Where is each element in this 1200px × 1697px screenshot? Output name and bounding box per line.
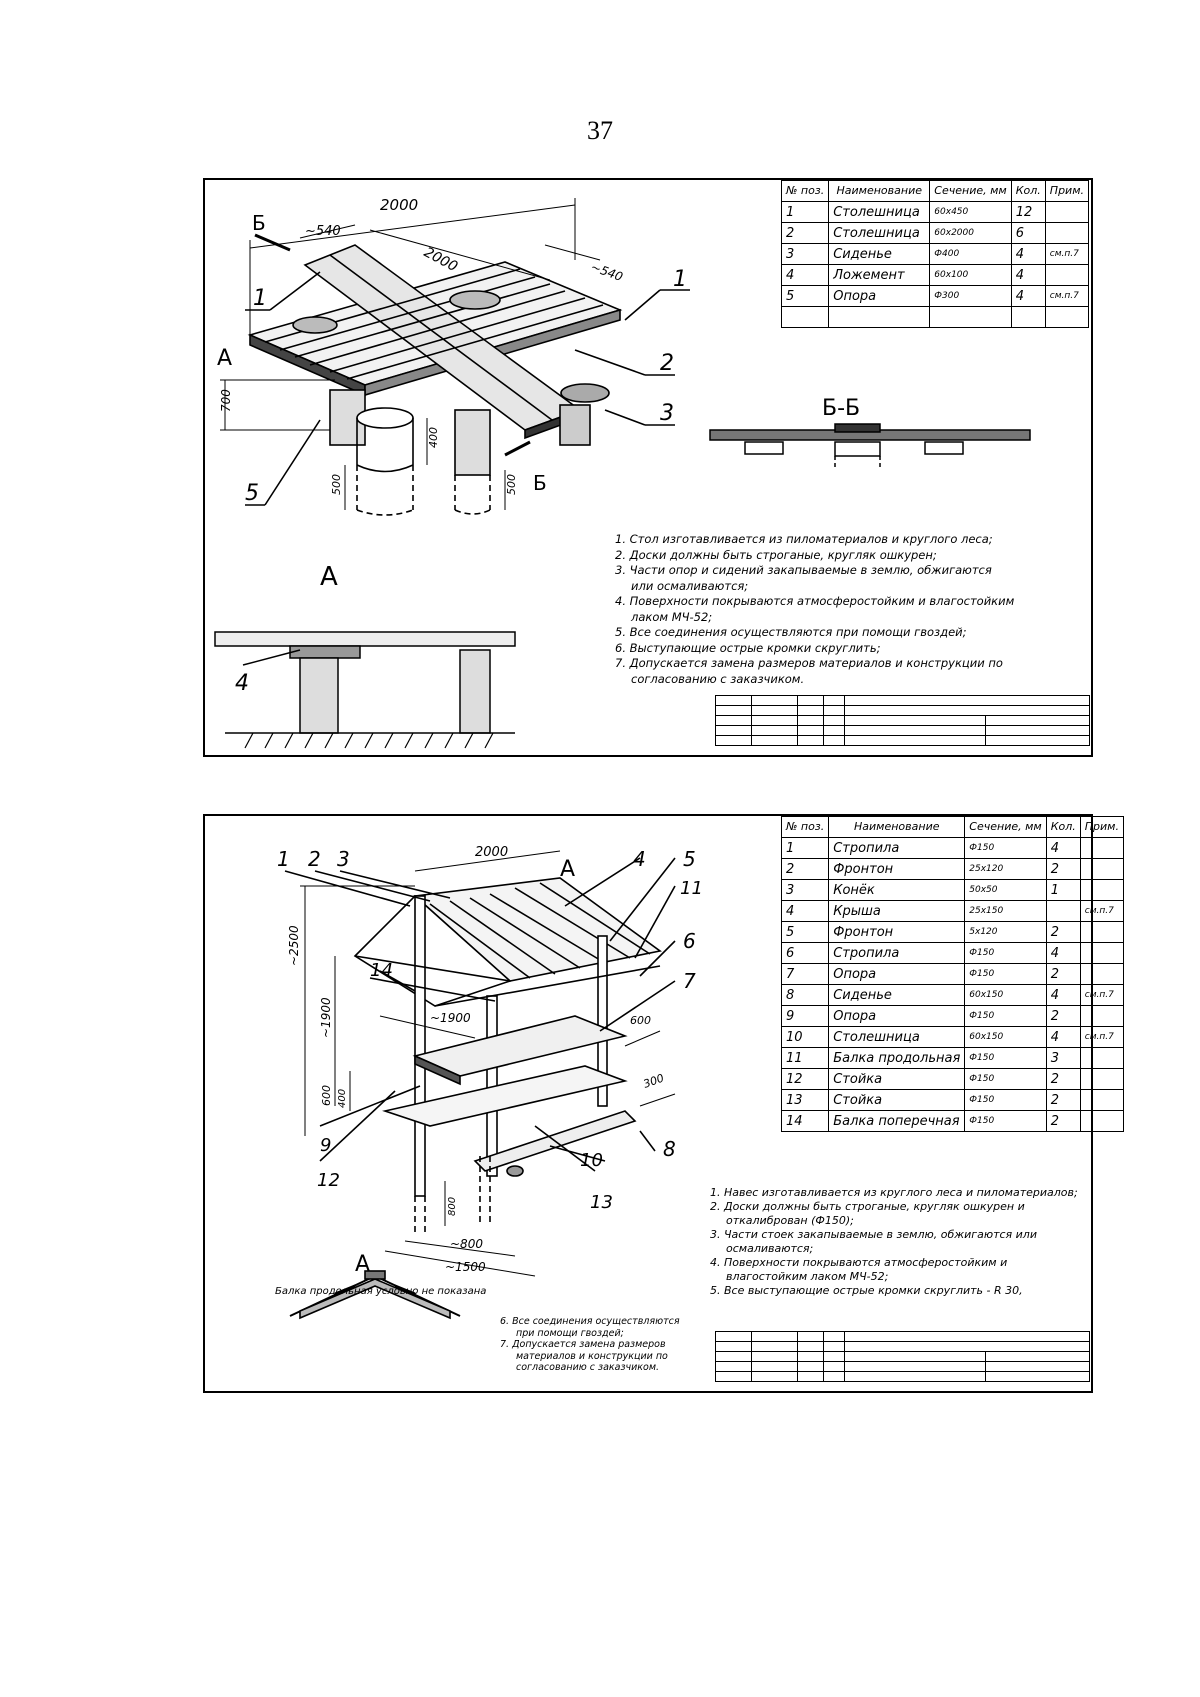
cell (829, 307, 930, 328)
cell: Сиденье (829, 244, 930, 265)
callout-7: 7 (683, 969, 696, 993)
dim-1900-b: ~1900 (430, 1011, 471, 1025)
cell (1080, 922, 1123, 943)
callout-1a: 1 (253, 286, 267, 311)
cell: 60х450 (930, 202, 1011, 223)
table-row (782, 286, 1089, 307)
col-header-name: Наименование (829, 817, 965, 838)
table-row (782, 202, 1089, 223)
cell: 6 (1011, 223, 1045, 244)
cell: 12 (782, 1069, 829, 1090)
table-row (782, 964, 1124, 985)
callout-section-b1: Б (252, 211, 266, 235)
cell: см.п.7 (1080, 901, 1123, 922)
cell: 7 (782, 964, 829, 985)
dim-2000-b: 2000 (421, 244, 461, 276)
drawing-sheet-table (203, 178, 1093, 757)
dim-500-a: 500 (330, 474, 343, 495)
cell: Балка продольная (829, 1048, 965, 1069)
drawing-sheet-canopy (203, 814, 1119, 1393)
dim-400: 400 (337, 1088, 348, 1108)
cell: 11 (782, 1048, 829, 1069)
view-a-label: А (355, 1252, 371, 1277)
cell (1080, 880, 1123, 901)
cell (1080, 838, 1123, 859)
dim-2500: ~2500 (287, 925, 301, 966)
cell: см.п.7 (1045, 244, 1088, 265)
cell: Ф150 (965, 838, 1046, 859)
cell: см.п.7 (1045, 286, 1088, 307)
cell: 5х120 (965, 922, 1046, 943)
callout-4: 4 (633, 847, 646, 871)
title-block (715, 1331, 1090, 1382)
callout-1b: 1 (673, 267, 687, 292)
dim-2000-a: 2000 (380, 196, 419, 214)
cell: 2 (782, 859, 829, 880)
table-row (782, 1069, 1124, 1090)
col-header-note: Прим. (1080, 817, 1123, 838)
callout-12: 12 (317, 1170, 340, 1191)
table-row (782, 1111, 1124, 1132)
cell: Ф150 (965, 1069, 1046, 1090)
cell: 4 (1046, 838, 1080, 859)
cell: 4 (1011, 265, 1045, 286)
cell: Столешница (829, 1027, 965, 1048)
dim-2000: 2000 (475, 845, 509, 860)
note-item: 4. Поверхности покрываются атмосферостойким и влагостойким лаком МЧ-52; (615, 594, 1015, 624)
cell: Столешница (829, 223, 930, 244)
cell: 3 (1046, 1048, 1080, 1069)
callout-8: 8 (663, 1137, 676, 1161)
dim-1500: ~1500 (445, 1260, 486, 1274)
cell: Стропила (829, 838, 965, 859)
callout-section-b2: Б (533, 471, 547, 495)
cell: Ф150 (965, 1048, 1046, 1069)
note-item: 1. Стол изготавливается из пиломатериалов и круглого леса; (615, 532, 993, 546)
callout-5: 5 (683, 847, 696, 871)
cell (1080, 859, 1123, 880)
table-row (782, 1006, 1124, 1027)
cell (930, 307, 1011, 328)
note-item: 1. Навес изготавливается из круглого леса и пиломатериалов; (710, 1186, 1078, 1199)
callout-13: 13 (590, 1192, 613, 1213)
cell (1080, 1069, 1123, 1090)
cell: Ф400 (930, 244, 1011, 265)
cell: 5 (782, 286, 829, 307)
callout-11: 11 (680, 878, 703, 899)
section-label: Б-Б (822, 396, 861, 421)
table-row (782, 859, 1124, 880)
cell: Стропила (829, 943, 965, 964)
dim-600-b: 600 (630, 1014, 651, 1027)
cell: 5 (782, 922, 829, 943)
callout-14: 14 (370, 960, 393, 981)
cell: Конёк (829, 880, 965, 901)
cell: 4 (782, 265, 829, 286)
callout-2: 2 (660, 351, 674, 376)
cell: 3 (782, 244, 829, 265)
cell: 1 (782, 202, 829, 223)
callout-10: 10 (580, 1150, 603, 1171)
cell (1080, 1048, 1123, 1069)
note-item: 5. Все соединения осуществляются при помощи гвоздей; (615, 625, 967, 639)
specification-table (781, 816, 1124, 1132)
cell: Опора (829, 286, 930, 307)
cell: Опора (829, 1006, 965, 1027)
table-row (782, 838, 1124, 859)
col-header-note: Прим. (1045, 181, 1088, 202)
col-header-qty: Кол. (1011, 181, 1045, 202)
table-row (782, 1027, 1124, 1048)
view-a-label: А (320, 562, 338, 592)
cell: 2 (1046, 1006, 1080, 1027)
cell: 3 (782, 880, 829, 901)
note-item: 2. Доски должны быть строганые, кругляк ошкурен и откалиброван (Ф150); (710, 1200, 1025, 1227)
cell: 8 (782, 985, 829, 1006)
dim-1900-a: ~1900 (319, 997, 333, 1038)
callout-view-a: А (217, 346, 233, 371)
cell: 2 (1046, 1111, 1080, 1132)
cell: Ф150 (965, 1090, 1046, 1111)
cell: 1 (782, 838, 829, 859)
cell (1045, 202, 1088, 223)
cell (1045, 307, 1088, 328)
cell (1080, 964, 1123, 985)
col-header-pos: № поз. (782, 817, 829, 838)
table-row (782, 244, 1089, 265)
dim-800-b: ~800 (450, 1237, 483, 1251)
cell (1080, 943, 1123, 964)
technical-notes (615, 532, 1015, 687)
cell (1045, 265, 1088, 286)
cell: Сиденье (829, 985, 965, 1006)
dim-540-a: ~540 (305, 224, 341, 239)
cell: 14 (782, 1111, 829, 1132)
dim-800: 800 (447, 1196, 458, 1216)
cell (1045, 223, 1088, 244)
callout-view-a: А (560, 857, 576, 882)
cell: Фронтон (829, 922, 965, 943)
cell: 4 (1046, 1027, 1080, 1048)
table-row (782, 922, 1124, 943)
cell (1046, 901, 1080, 922)
callout-3: 3 (660, 401, 674, 426)
cell: 10 (782, 1027, 829, 1048)
cell: см.п.7 (1080, 985, 1123, 1006)
cell (1080, 1006, 1123, 1027)
cell: 4 (1011, 244, 1045, 265)
table-row (782, 880, 1124, 901)
cell: 13 (782, 1090, 829, 1111)
dim-400: 400 (427, 427, 440, 448)
table-row (782, 901, 1124, 922)
table-header-row (782, 181, 1089, 202)
table-row (782, 307, 1089, 328)
cell: Балка поперечная (829, 1111, 965, 1132)
cell: 4 (1011, 286, 1045, 307)
callout-2: 2 (308, 847, 321, 871)
callout-4: 4 (235, 671, 249, 696)
cell: 2 (1046, 922, 1080, 943)
table-row (782, 1048, 1124, 1069)
note-item: 2. Доски должны быть строганые, кругляк ошкурен; (615, 547, 937, 562)
cell: 60х100 (930, 265, 1011, 286)
cell: 25х120 (965, 859, 1046, 880)
col-header-name: Наименование (829, 181, 930, 202)
cell (1011, 307, 1045, 328)
cell: 1 (1046, 880, 1080, 901)
callout-1: 1 (277, 847, 290, 871)
callout-5: 5 (245, 481, 259, 506)
table-row (782, 265, 1089, 286)
cell: Ф150 (965, 1006, 1046, 1027)
table-row (782, 943, 1124, 964)
technical-notes (710, 1186, 1090, 1298)
title-block (715, 695, 1090, 746)
dim-700: 700 (219, 389, 233, 412)
cell: 12 (1011, 202, 1045, 223)
cell: 2 (1046, 964, 1080, 985)
cell: 60х2000 (930, 223, 1011, 244)
cell: Стойка (829, 1069, 965, 1090)
cell (782, 307, 829, 328)
note-item: 7. Допускается замена размеров материалов и конструкции по согласованию с заказчиком. (500, 1339, 668, 1373)
callout-9: 9 (320, 1135, 332, 1156)
dim-600-a: 600 (320, 1085, 333, 1106)
cell: 60х150 (965, 1027, 1046, 1048)
caption-beam-not-shown: Балка продольная условно не показана (275, 1286, 487, 1297)
cell: 2 (1046, 859, 1080, 880)
note-item: 5. Все выступающие острые кромки скруглить - R 30, (710, 1284, 1023, 1297)
cell: 60х150 (965, 985, 1046, 1006)
note-item: 6. Все соединения осуществляются при помощи гвоздей; (500, 1316, 680, 1339)
table-header-row (782, 817, 1124, 838)
cell: Опора (829, 964, 965, 985)
page-number: 37 (587, 116, 613, 145)
cell: Столешница (829, 202, 930, 223)
cell: см.п.7 (1080, 1027, 1123, 1048)
technical-notes-left (500, 1316, 700, 1374)
cell: Фронтон (829, 859, 965, 880)
table-row (782, 985, 1124, 1006)
dim-500-b: 500 (505, 474, 518, 495)
dim-300: 300 (641, 1071, 666, 1091)
col-header-section: Сечение, мм (930, 181, 1011, 202)
cell: 6 (782, 943, 829, 964)
cell: 2 (782, 223, 829, 244)
cell: 25х150 (965, 901, 1046, 922)
specification-table (781, 180, 1089, 328)
callout-3: 3 (337, 847, 350, 871)
dim-540-b: ~540 (588, 259, 625, 285)
cell: 2 (1046, 1069, 1080, 1090)
cell: Ф150 (965, 964, 1046, 985)
cell: 4 (782, 901, 829, 922)
cell (1080, 1090, 1123, 1111)
callout-6: 6 (683, 929, 696, 953)
note-item: 6. Выступающие острые кромки скруглить; (615, 640, 881, 655)
note-item: 4. Поверхности покрываются атмосферостойким и влагостойким лаком МЧ-52; (710, 1256, 1008, 1283)
note-item: 3. Части опор и сидений закапываемые в землю, обжигаются или осмаливаются; (615, 563, 992, 593)
cell: Стойка (829, 1090, 965, 1111)
cell: 9 (782, 1006, 829, 1027)
note-item: 7. Допускается замена размеров материалов и конструкции по согласованию с заказчиком. (615, 656, 1003, 686)
cell: 4 (1046, 985, 1080, 1006)
cell (1080, 1111, 1123, 1132)
col-header-pos: № поз. (782, 181, 829, 202)
table-row (782, 1090, 1124, 1111)
col-header-qty: Кол. (1046, 817, 1080, 838)
cell: 2 (1046, 1090, 1080, 1111)
cell: Ф150 (965, 1111, 1046, 1132)
table-row (782, 223, 1089, 244)
cell: Крыша (829, 901, 965, 922)
note-item: 3. Части стоек закапываемые в землю, обжигаются или осмаливаются; (710, 1228, 1037, 1255)
cell: Ложемент (829, 265, 930, 286)
cell: Ф150 (965, 943, 1046, 964)
cell: 4 (1046, 943, 1080, 964)
cell: Ф300 (930, 286, 1011, 307)
col-header-section: Сечение, мм (965, 817, 1046, 838)
cell: 50х50 (965, 880, 1046, 901)
